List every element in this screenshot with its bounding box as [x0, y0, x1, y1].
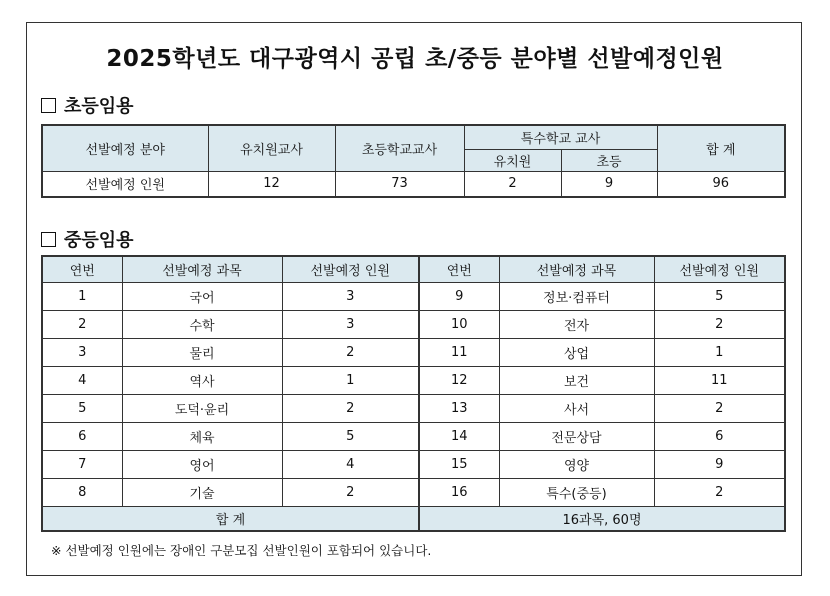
header-no-right: 연번: [419, 256, 499, 282]
cell-count: 4: [282, 450, 419, 478]
cell-no: 2: [42, 310, 122, 338]
secondary-heading-text: 중등임용: [64, 230, 134, 251]
cell-total: 96: [657, 171, 785, 197]
secondary-table: [41, 255, 786, 532]
total-value: 16과목, 60명: [419, 506, 785, 531]
page-title: 2025학년도 대구광역시 공립 초/중등 분야별 선발예정인원: [106, 46, 724, 72]
cell-no: 6: [42, 422, 122, 450]
checkbox-square-icon: [41, 98, 56, 113]
table-row: [42, 422, 785, 450]
cell-no: 8: [42, 478, 122, 506]
header-no-left: 연번: [42, 256, 122, 282]
cell-count: 2: [282, 394, 419, 422]
elementary-table: [41, 124, 786, 198]
cell-subject: 특수(중등): [499, 478, 654, 506]
total-row: [42, 506, 785, 531]
cell-subject: 수학: [122, 310, 282, 338]
header-special-kinder: 유치원: [464, 149, 561, 171]
table-row: [42, 450, 785, 478]
footnote: ※ 선발예정 인원에는 장애인 구분모집 선발인원이 포함되어 있습니다.: [51, 543, 432, 558]
cell-no: 5: [42, 394, 122, 422]
table-row: [42, 282, 785, 310]
cell-subject: 도덕·윤리: [122, 394, 282, 422]
header-subject-left: 선발예정 과목: [122, 256, 282, 282]
cell-count: 2: [282, 338, 419, 366]
total-label: 합 계: [42, 506, 419, 531]
cell-kindergarten: 12: [208, 171, 335, 197]
cell-primary: 73: [335, 171, 464, 197]
cell-no: 3: [42, 338, 122, 366]
cell-no: 9: [419, 282, 499, 310]
cell-count: 6: [654, 422, 785, 450]
header-special: 특수학교 교사: [464, 125, 657, 149]
cell-special-kinder: 2: [464, 171, 561, 197]
cell-count: 5: [282, 422, 419, 450]
cell-count: 1: [654, 338, 785, 366]
cell-subject: 상업: [499, 338, 654, 366]
cell-no: 13: [419, 394, 499, 422]
cell-subject: 사서: [499, 394, 654, 422]
cell-subject: 체육: [122, 422, 282, 450]
cell-count: 5: [654, 282, 785, 310]
cell-special-primary: 9: [561, 171, 657, 197]
cell-count: 2: [282, 478, 419, 506]
cell-no: 1: [42, 282, 122, 310]
cell-subject: 물리: [122, 338, 282, 366]
cell-count: 9: [654, 450, 785, 478]
elementary-section-heading: [41, 92, 134, 118]
table-row: [42, 394, 785, 422]
cell-subject: 정보·컴퓨터: [499, 282, 654, 310]
cell-count: 2: [654, 478, 785, 506]
cell-no: 15: [419, 450, 499, 478]
cell-subject: 전문상담: [499, 422, 654, 450]
secondary-section-heading: [41, 226, 134, 252]
cell-subject: 영어: [122, 450, 282, 478]
elementary-heading-text: 초등임용: [64, 96, 134, 117]
header-subject-right: 선발예정 과목: [499, 256, 654, 282]
cell-count: 2: [654, 394, 785, 422]
checkbox-square-icon: [41, 232, 56, 247]
cell-no: 10: [419, 310, 499, 338]
cell-subject: 영양: [499, 450, 654, 478]
cell-no: 7: [42, 450, 122, 478]
cell-no: 16: [419, 478, 499, 506]
header-field: 선발예정 분야: [42, 125, 208, 171]
cell-subject: 국어: [122, 282, 282, 310]
header-count-right: 선발예정 인원: [654, 256, 785, 282]
cell-subject: 기술: [122, 478, 282, 506]
table-row: [42, 366, 785, 394]
cell-count: 3: [282, 310, 419, 338]
header-primary: 초등학교교사: [335, 125, 464, 171]
cell-count: 2: [654, 310, 785, 338]
header-total: 합 계: [657, 125, 785, 171]
cell-no: 4: [42, 366, 122, 394]
elementary-row: [42, 171, 785, 197]
cell-count: 3: [282, 282, 419, 310]
header-special-primary: 초등: [561, 149, 657, 171]
header-kindergarten: 유치원교사: [208, 125, 335, 171]
cell-count: 1: [282, 366, 419, 394]
cell-subject: 전자: [499, 310, 654, 338]
table-row: [42, 338, 785, 366]
cell-no: 11: [419, 338, 499, 366]
header-count-left: 선발예정 인원: [282, 256, 419, 282]
cell-count: 11: [654, 366, 785, 394]
row-label: 선발예정 인원: [42, 171, 208, 197]
cell-subject: 역사: [122, 366, 282, 394]
cell-no: 12: [419, 366, 499, 394]
cell-no: 14: [419, 422, 499, 450]
cell-subject: 보건: [499, 366, 654, 394]
table-row: [42, 478, 785, 506]
table-row: [42, 310, 785, 338]
